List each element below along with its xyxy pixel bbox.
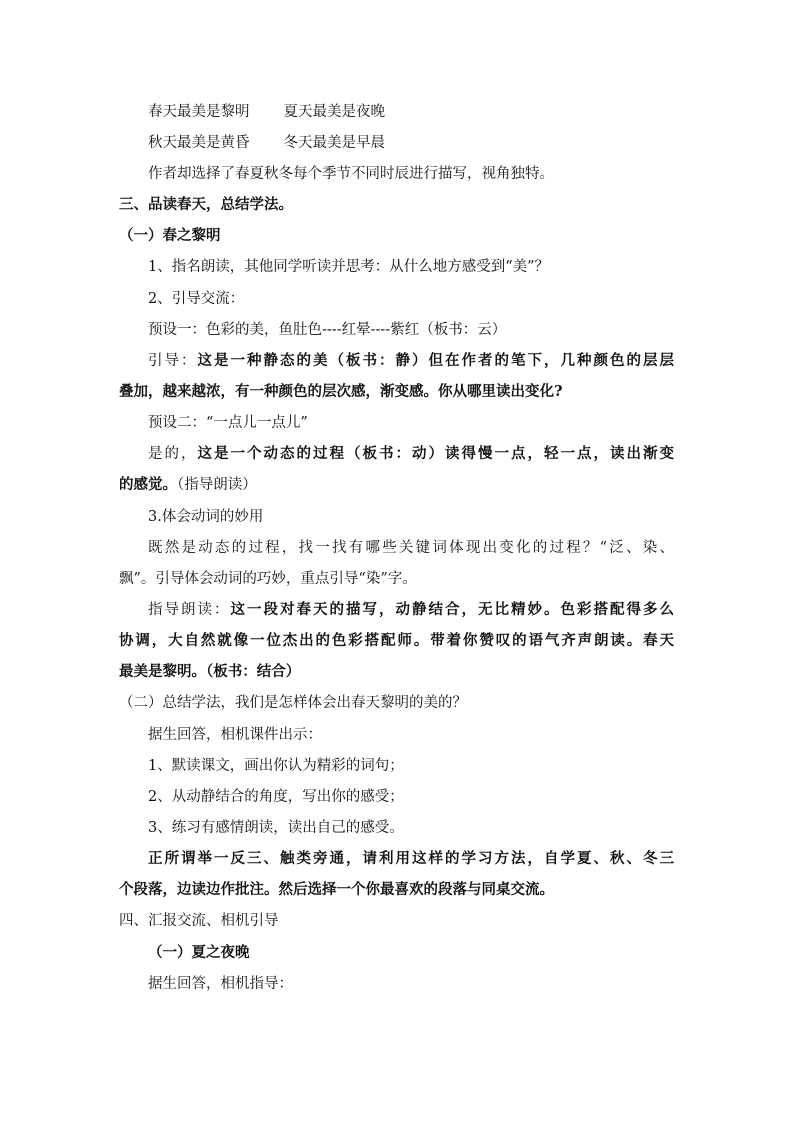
paragraph-line: 既然是动态的过程，找一找有哪些关键词体现出变化的过程？“泛、染、 (148, 540, 674, 556)
summer-phrase: 夏天最美是夜晚 (283, 104, 385, 120)
paragraph-line: 指导朗读：这一段对春天的描写，动静结合，无比精妙。色彩搭配得多么 (148, 601, 674, 618)
season-line-spring-summer (148, 102, 385, 122)
season-line-autumn-winter (148, 133, 385, 153)
subsection-heading-summary: （二）总结学法，我们是怎样体会出春天黎明的美的？ (119, 695, 467, 711)
subsection-heading-spring: （一）春之黎明 (119, 227, 221, 244)
paragraph-line: 最美是黎明。（板书：结合） (119, 663, 301, 680)
paragraph-line: 正所谓举一反三、触类旁通，请利用这样的学习方法，自学夏、秋、冬三 (148, 850, 674, 867)
paragraph-line: 个段落，边读边作批注。然后选择一个你最喜欢的段落与同桌交流。 (119, 881, 554, 898)
paragraph-line: 1、指名朗读，其他同学听读并思考：从什么地方感受到“美”？ (148, 259, 550, 275)
paragraph-line: 2、引导交流： (148, 291, 245, 307)
paragraph-line: 引导：这是一种静态的美（板书：静）但在作者的笔下，几种颜色的层层 (148, 352, 674, 369)
paragraph-line: 3.体会动词的妙用 (148, 509, 264, 525)
list-item: 1、默读课文，画出你认为精彩的词句； (148, 758, 404, 774)
paragraph-line: 叠加，越来越浓，有一种颜色的层次感，渐变感。你从哪里读出变化? (119, 383, 563, 400)
paragraph-line: 据生回答，相机课件出示： (148, 727, 322, 743)
paragraph-line: 是的，这是一个动态的过程（板书：动）读得慢一点，轻一点，读出渐变 (148, 445, 674, 462)
spring-phrase: 春天最美是黎明 (148, 104, 250, 120)
paragraph-line: 作者却选择了春夏秋冬每个季节不同时辰进行描写，视角独特。 (148, 166, 554, 182)
winter-phrase: 冬天最美是早晨 (283, 135, 385, 151)
subsection-heading-summer: （一）夏之夜晚 (148, 944, 250, 961)
paragraph-line: 协调，大自然就像一位杰出的色彩搭配师。带着你赞叹的语气齐声朗读。春天 (119, 632, 674, 649)
autumn-phrase: 秋天最美是黄昏 (148, 135, 250, 151)
paragraph-line: 预设二：“一点儿一点儿” (148, 415, 308, 431)
paragraph-line: 飘”。引导体会动词的巧妙，重点引导“染”字。 (119, 571, 417, 587)
section-heading-4: 四、汇报交流、相机引导 (119, 913, 279, 929)
list-item: 2、从动静结合的角度，写出你的感受； (148, 789, 404, 805)
paragraph-line: 预设一：色彩的美，鱼肚色----红晕----紫红（板书：云） (148, 322, 507, 338)
section-heading-3: 三、品读春天，总结学法。 (119, 196, 293, 213)
paragraph-line: 据生回答，相机指导： (148, 976, 293, 992)
list-item: 3、练习有感情朗读，读出自己的感受。 (148, 820, 404, 836)
paragraph-line: 的感觉。（指导朗读） (119, 476, 257, 493)
